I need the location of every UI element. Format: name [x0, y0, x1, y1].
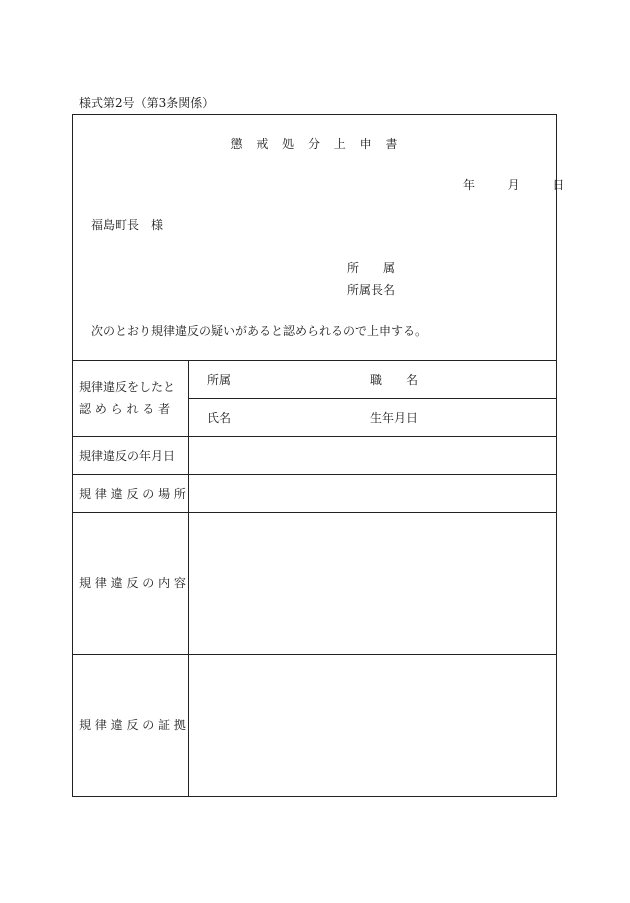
date-day: 日 [552, 178, 565, 192]
affiliation-label: 所属 [207, 373, 232, 387]
sender-affiliation: 所 属 [347, 261, 396, 275]
name-label: 氏名 [207, 411, 232, 425]
statement: 次のとおり規律違反の疑いがあると認められるので上申する。 [91, 324, 428, 338]
date-line [463, 178, 564, 192]
addressee: 福島町長 様 [91, 218, 164, 232]
date-month: 月 [507, 178, 520, 192]
violation-place-label: 規 律 違 反 の 場 所 [79, 487, 186, 501]
violation-content-label: 規 律 違 反 の 内 容 [79, 576, 186, 590]
date-year: 年 [463, 178, 476, 192]
document-title: 懲 戒 処 分 上 申 書 [230, 137, 403, 151]
person-label-line2: 認 め ら れ る 者 [79, 402, 171, 416]
form-number: 様式第2号（第3条関係） [79, 96, 215, 110]
birthdate-label: 生年月日 [370, 411, 419, 425]
person-label-line1: 規律違反をしたと [79, 380, 176, 394]
person-inner-rule [188, 398, 557, 399]
sender-head-name: 所属長名 [347, 283, 396, 297]
label-column-rule [188, 360, 189, 797]
table-top-rule [72, 360, 557, 361]
row-rule-3 [72, 512, 557, 513]
violation-date-label: 規律違反の年月日 [79, 449, 176, 463]
position-label: 職 名 [370, 373, 419, 387]
row-rule-1 [72, 436, 557, 437]
row-rule-2 [72, 474, 557, 475]
row-rule-4 [72, 654, 557, 655]
violation-evidence-label: 規 律 違 反 の 証 拠 [79, 718, 186, 732]
